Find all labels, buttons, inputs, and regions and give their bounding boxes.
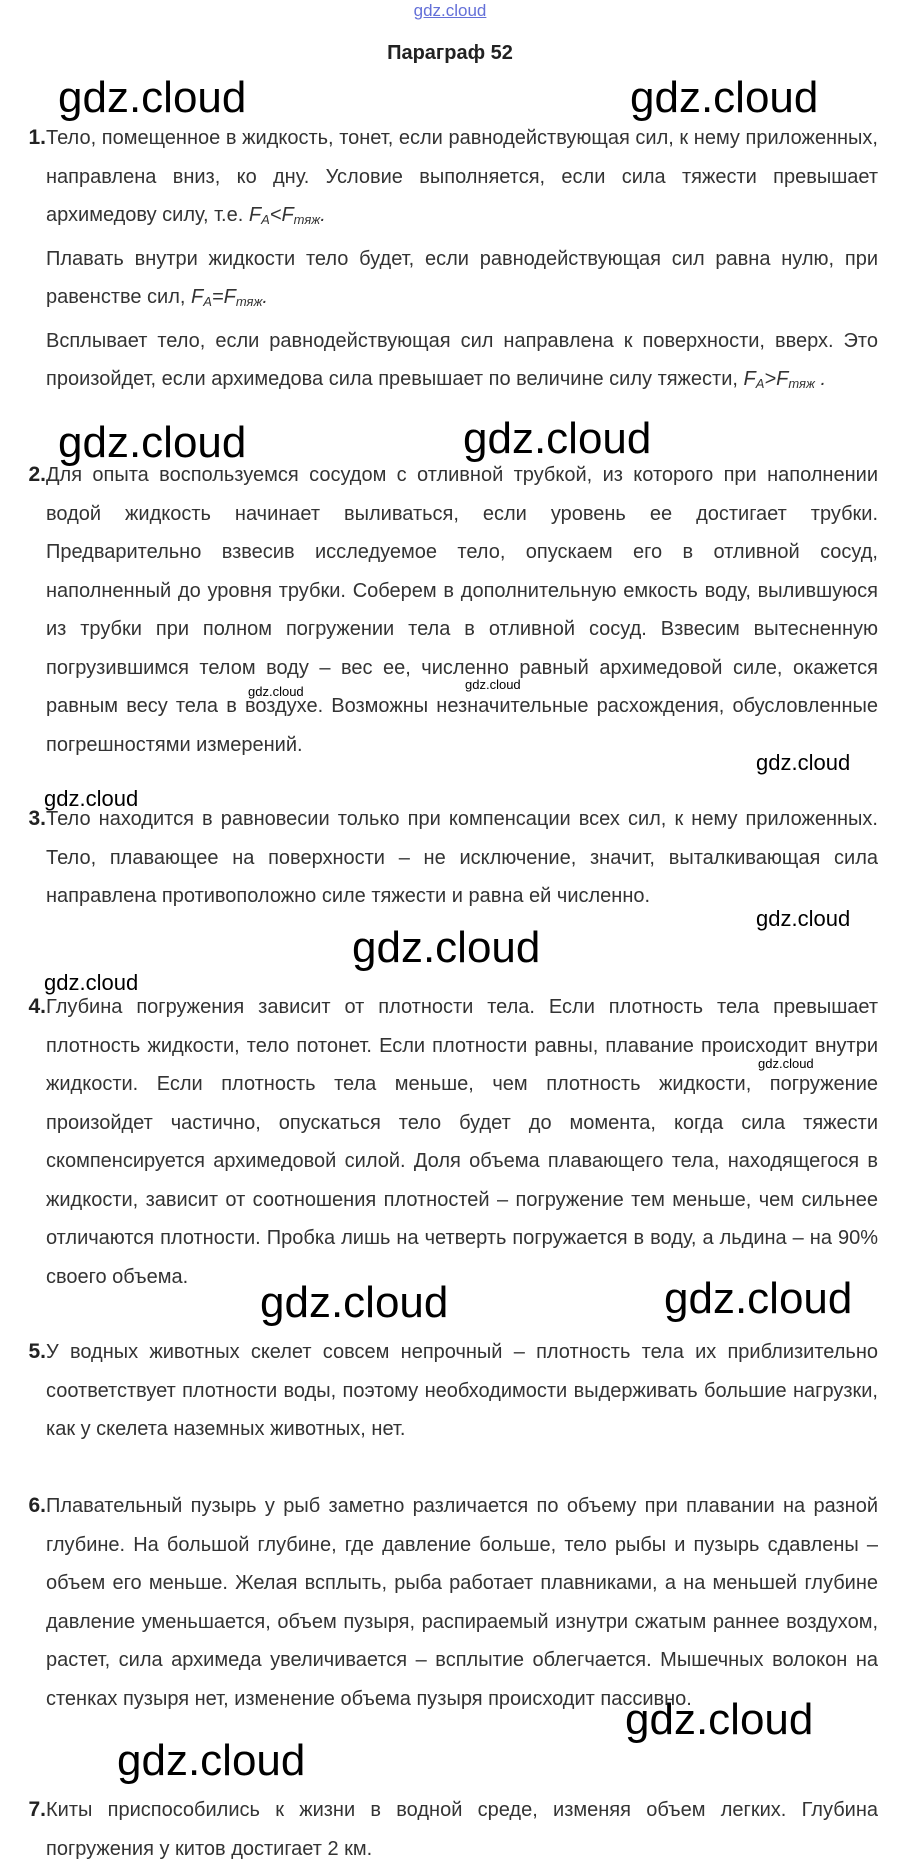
site-header-link[interactable]: gdz.cloud [413, 1, 487, 20]
watermark: gdz.cloud [756, 750, 851, 775]
paragraph [46, 119, 878, 240]
paragraph: Тело находится в равновесии только при компенсации всех сил, к нему приложенных. Тело, плавающее на поверхности – не исключение, значит, выталкивающая сила направлена противоположно силе тяжести и равна ей численно. [46, 808, 878, 907]
paragraph-text: Всплывает тело, если равнодействующая сил направлена к поверхности, вверх. Это произойдет, если архимедова сила превышает по величине силу тяжести, [46, 329, 878, 390]
watermark: gdz.cloud [352, 923, 541, 972]
watermark: gdz.cloud [44, 786, 139, 811]
paragraph [46, 240, 878, 322]
watermark: gdz.cloud [248, 684, 304, 699]
item-text [46, 456, 878, 764]
item-number: 3. [28, 807, 46, 830]
item-number: 5. [28, 1340, 46, 1363]
item-text [46, 988, 878, 1296]
item-text [46, 1791, 878, 1868]
watermark: gdz.cloud [463, 414, 652, 463]
watermark: gdz.cloud [756, 906, 851, 931]
item-number: 2. [28, 463, 46, 486]
watermark: gdz.cloud [630, 73, 819, 122]
item-text [46, 800, 878, 916]
watermark: gdz.cloud [117, 1736, 306, 1785]
watermark: gdz.cloud [758, 1056, 814, 1071]
paragraph-text: Тело, помещенное в жидкость, тонет, если равнодействующая сил, к нему приложенных, направлена вниз, ко дну. Условие выполняется, если сила тяжести превышает архимедову силу, т.е. [46, 127, 878, 226]
watermark: gdz.cloud [664, 1274, 853, 1323]
watermark: gdz.cloud [625, 1695, 814, 1744]
watermark: gdz.cloud [58, 418, 247, 467]
formula: $F_A<F_{тяж}$. [248, 204, 326, 227]
item-number: 4. [28, 995, 46, 1018]
formula: $F_A>F_{тяж}$ . [743, 368, 827, 391]
paragraph: Глубина погружения зависит от плотности тела. Если плотность тела превышает плотность жидкости, тело потонет. Если плотности равны, плавание происходит внутри жидкости. Если плотность тела меньше, чем плотность жидкости, погружение произойдет частично, опускаться тело будет до момента, когда сила тяжести скомпенсируется архимедовой силой. Доля объема плавающего тела, находящегося в жидкости, зависит от соотношения плотностей – погружение тем меньше, чем сильнее отличаются плотности. Пробка лишь на четверть погружается в воду, а льдина – на 90% своего объема. [46, 996, 878, 1288]
watermark: gdz.cloud [260, 1278, 449, 1327]
paragraph-text: Плавать внутри жидкости тело будет, если равнодействующая сил равна нулю, при равенстве сил, [46, 247, 878, 308]
watermark: gdz.cloud [58, 73, 247, 122]
formula: $F_A=F_{тяж}$. [191, 286, 268, 309]
paragraph [46, 322, 878, 404]
paragraph: Плавательный пузырь у рыб заметно различается по объему при плавании на разной глубине. На большой глубине, где давление больше, тело рыбы и пузырь сдавлены – объем его меньше. Желая всплыть, рыба работает плавниками, а на меньшей глубине давление уменьшается, объем пузыря, распираемый изнутри сжатым раннее воздухом, растет, сила архимеда увеличивается – всплытие облегчается. Мышечных волокон на стенках пузыря нет, изменение объема пузыря происходит пассивно. [46, 1495, 878, 1710]
paragraph: Для опыта воспользуемся сосудом с отливной трубкой, из которого при наполнении водой жидкость начинает выливаться, если уровень ее достигает трубки. Предварительно взвесив исследуемое тело, опускаем его в отливной сосуд, наполненный до уровня трубки. Соберем в дополнительную емкость воду, вылившуюся из трубки при полном погружении тела в отливной сосуд. Взвесим вытесненную погрузившимся телом воду – вес ее, численно равный архимедовой силе, окажется равным весу тела в воздухе. Возможны незначительные расхождения, обусловленные погрешностями измерений. [46, 464, 878, 756]
item-number: 7. [28, 1798, 46, 1821]
item-number: 6. [28, 1494, 46, 1517]
watermark: gdz.cloud [465, 677, 521, 692]
page-title: Параграф 52 [387, 42, 513, 64]
item-text [46, 119, 878, 404]
watermark: gdz.cloud [44, 970, 139, 995]
paragraph: У водных животных скелет совсем непрочный – плотность тела их приблизительно соответствует плотности воды, поэтому необходимости выдерживать большие нагрузки, как у скелета наземных животных, нет. [46, 1341, 878, 1440]
item-text [46, 1487, 878, 1718]
item-text [46, 1333, 878, 1449]
item-number: 1. [28, 126, 46, 149]
paragraph: Киты приспособились к жизни в водной среде, изменяя объем легких. Глубина погружения у китов достигает 2 км. [46, 1799, 878, 1860]
